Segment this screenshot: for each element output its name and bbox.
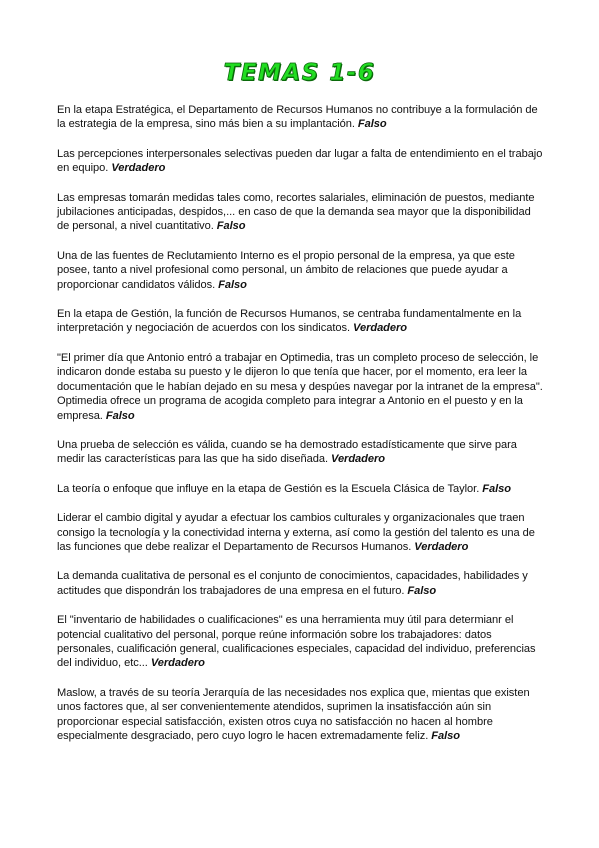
statement-item (57, 511, 545, 554)
statement-item (57, 103, 545, 132)
statement-item (57, 686, 545, 744)
page-title: TEMAS 1-6 (223, 60, 376, 86)
statement-text: Una prueba de selección es válida, cuando se ha demostrado estadísticamente que sirve para medir las características para las que ha sido diseñada. (57, 438, 517, 466)
statement-answer: Falso (357, 118, 387, 131)
statement-item (57, 482, 545, 496)
statement-item (57, 613, 545, 671)
statement-answer: Falso (218, 278, 247, 291)
statement-text: Una de las fuentes de Reclutamiento Interno es el propio personal de la empresa, ya que este posee, tanto a nivel profesional como personal, un ámbito de relaciones que puede ayudar a proporcionar candidatos válidos. (57, 249, 515, 291)
statement-item (57, 307, 545, 336)
statement-answer: Falso (407, 584, 437, 597)
statement-item (57, 569, 545, 598)
statement-item (57, 351, 545, 423)
statement-answer: Falso (431, 730, 461, 742)
statement-text: La demanda cualitativa de personal es el conjunto de conocimientos, capacidades, habilidades y actitudes que dispondrán los trabajadores de una empresa en el futuro. (57, 570, 528, 597)
statement-text: Liderar el cambio digital y ayudar a efectuar los cambios culturales y organizacionales que traen consigo la tecnología y la conectividad interna y externa, así como la gestión del talento es una de las funciones que debe realizar el Departamento de Recursos Humanos. (57, 512, 535, 553)
statement-text: El "inventario de habilidades o cualificaciones" es una herramienta muy útil para determianr el potencial cualitativo del personal, porque reúne información sobre los trabajadores: datos personales, cualificación general, cualificaciones especiales, capacidad del individuo, preferencias del individuo, etc... (57, 614, 536, 670)
statement-text: En la etapa Estratégica, el Departamento de Recursos Humanos no contribuye a la formulación de la estrategia de la empresa, sino más bien a su implantación. (57, 104, 538, 131)
statement-item (57, 191, 545, 234)
statement-answer: Verdadero (111, 162, 166, 175)
statement-text: La teoría o enfoque que influye en la etapa de Gestión es la Escuela Clásica de Taylor. (57, 482, 480, 495)
statement-text: Las empresas tomarán medidas tales como, recortes salariales, eliminación de puestos, mediante jubilaciones anticipadas, despidos,... en caso de que la demanda sea mayor que la disponibilidad de personal, a nivel cuantitativo. (57, 191, 535, 233)
statement-item (57, 249, 545, 292)
statement-text: Las percepciones interpersonales selectivas pueden dar lugar a falta de entendimiento en el trabajo en equipo. (57, 147, 543, 175)
statement-text: Maslow, a través de su teoría Jerarquía de las necesidades nos explica que, mientas que existen unos factores que, al ser convenientemente atendidos, suprimen la insatisfacción aún sin proporcionar especial satisfacción, existen otros cuya no satisfacción no hacen al hombre especialmente desgraciado, pero cuyo logro le hacen extremadamente feliz. (57, 686, 530, 742)
statement-text: En la etapa de Gestión, la función de Recursos Humanos, se centraba fundamentalmente en la interpretación y negociación de acuerdos con los sindicatos. (57, 308, 522, 335)
statement-answer: Falso (105, 409, 135, 422)
statement-answer: Verdadero (414, 540, 469, 553)
statement-list (57, 103, 545, 758)
statement-answer: Verdadero (150, 657, 205, 670)
statement-answer: Verdadero (353, 322, 408, 335)
statement-item (57, 438, 545, 467)
statement-answer: Falso (482, 482, 511, 495)
statement-answer: Falso (216, 220, 246, 233)
statement-text: "El primer día que Antonio entró a trabajar en Optimedia, tras un completo proceso de selección, le indicaron donde estaba su puesto y le dijeron lo que tenía que hacer, por el momento, era leer la documentación que le habían dejado en su mesa y despúes navegar por la intranet de la empresa". Optimedia ofrece un programa de acogida completo para integrar a Antonio en el puesto y en la empresa. (57, 351, 543, 422)
statement-answer: Verdadero (331, 453, 386, 466)
statement-item (57, 147, 545, 176)
